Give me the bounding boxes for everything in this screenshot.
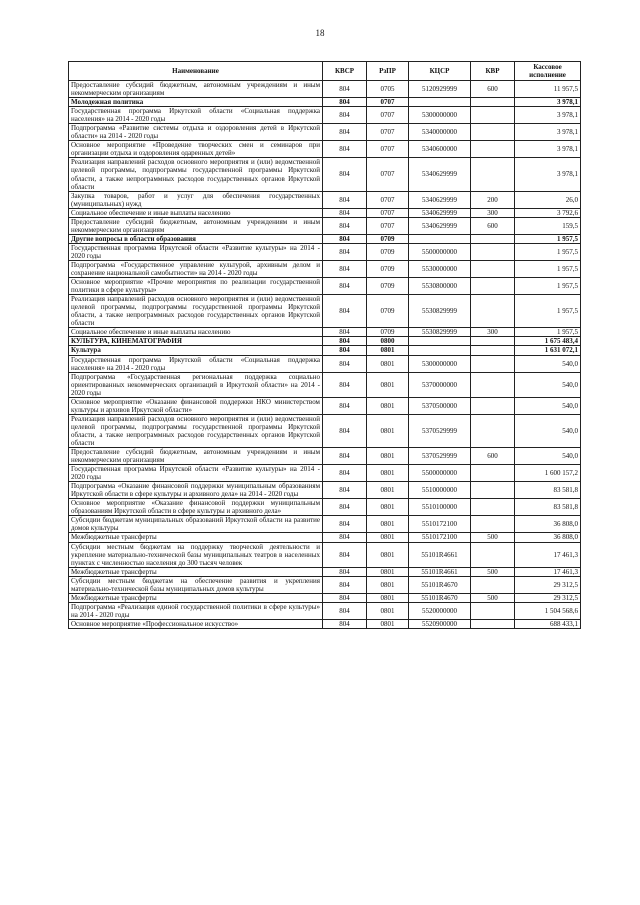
cell-kvr: 500 [471,533,515,542]
cell-kcsr [409,234,471,243]
table-row [69,372,581,397]
cell-kvsr: 804 [323,208,367,217]
cell-kcsr: 5370500000 [409,397,471,414]
cell-sum: 3 978,1 [515,107,581,124]
cell-kvr: 500 [471,593,515,602]
cell-kcsr: 5340629999 [409,217,471,234]
cell-kcsr: 5530000000 [409,260,471,277]
cell-kvr [471,295,515,328]
cell-sum: 1 957,5 [515,295,581,328]
cell-kcsr: 5340629999 [409,191,471,208]
cell-kvsr: 804 [323,191,367,208]
cell-kcsr: 5500000000 [409,465,471,482]
cell-kvsr: 804 [323,158,367,191]
cell-kvsr: 804 [323,542,367,567]
cell-sum: 29 312,5 [515,593,581,602]
cell-name: Предоставление субсидий бюджетным, автономным учреждениям и иным некоммерческим организациям [69,448,323,465]
cell-rzpr: 0801 [367,482,409,499]
page-number: 18 [315,28,325,38]
cell-sum: 17 461,3 [515,567,581,576]
header-kvsr: КВСР [323,62,367,81]
cell-name: Молодежная политика [69,98,323,107]
cell-kcsr: 5520000000 [409,602,471,619]
table-row [69,337,581,346]
cell-kvsr: 804 [323,499,367,516]
header-name: Наименование [69,62,323,81]
cell-rzpr: 0800 [367,337,409,346]
cell-sum: 36 808,0 [515,516,581,533]
cell-name: Подпрограмма «Реализация единой государственной политики в сфере культуры» на 2014 - 2020 годы [69,602,323,619]
table-row [69,234,581,243]
cell-kvr [471,414,515,447]
cell-kvr [471,542,515,567]
cell-name: Подпрограмма «Государственная региональная поддержка социально ориентированных некоммерческих организаций в Иркутской области» на 2014 - 2020 годы [69,372,323,397]
cell-rzpr: 0707 [367,158,409,191]
cell-name: Реализация направлений расходов основного мероприятия и (или) ведомственной целевой программы, подпрограммы государственной программы Иркутской области, а также непрограммных расходов государственных органов Иркутской области [69,414,323,447]
table-row [69,141,581,158]
cell-rzpr: 0801 [367,567,409,576]
cell-kvr [471,602,515,619]
cell-kvsr: 804 [323,533,367,542]
cell-kvsr: 804 [323,465,367,482]
cell-sum: 3 978,1 [515,141,581,158]
cell-kvr: 300 [471,328,515,337]
cell-rzpr: 0707 [367,107,409,124]
cell-rzpr: 0801 [367,576,409,593]
cell-kvsr: 804 [323,295,367,328]
table-row [69,414,581,447]
cell-kcsr: 5530800000 [409,278,471,295]
cell-kvr [471,482,515,499]
cell-sum: 26,0 [515,191,581,208]
cell-kcsr: 5340000000 [409,124,471,141]
cell-rzpr: 0801 [367,397,409,414]
cell-kvr [471,260,515,277]
table-row [69,98,581,107]
cell-name: Государственная программа Иркутской области «Развитие культуры» на 2014 - 2020 годы [69,465,323,482]
cell-sum: 83 581,8 [515,482,581,499]
table-row [69,260,581,277]
cell-kcsr: 5340600000 [409,141,471,158]
cell-rzpr: 0801 [367,355,409,372]
cell-rzpr: 0709 [367,234,409,243]
cell-rzpr: 0707 [367,217,409,234]
cell-sum: 3 978,1 [515,124,581,141]
cell-kvr [471,372,515,397]
cell-sum: 688 433,1 [515,619,581,628]
table-row [69,124,581,141]
table-row [69,619,581,628]
header-kvr: КВР [471,62,515,81]
cell-rzpr: 0801 [367,602,409,619]
cell-kcsr: 5300000000 [409,355,471,372]
cell-name: Культура [69,346,323,355]
cell-name: Государственная программа Иркутской области «Социальная поддержка населения» на 2014 - 2020 годы [69,355,323,372]
table-row [69,158,581,191]
cell-name: Межбюджетные трансферты [69,567,323,576]
cell-kvsr: 804 [323,602,367,619]
cell-kcsr: 55101R4670 [409,593,471,602]
cell-kvsr: 804 [323,576,367,593]
cell-kvsr: 804 [323,397,367,414]
cell-kvr [471,234,515,243]
cell-kcsr: 5370529999 [409,414,471,447]
cell-name: Основное мероприятие «Оказание финансовой поддержки муниципальным образованиям Иркутской области в сфере культуры и архивного дела» [69,499,323,516]
cell-name: Подпрограмма «Оказание финансовой поддержки муниципальным образованиям Иркутской области в сфере культуры и архивного дела» на 2014 - 2020 годы [69,482,323,499]
cell-rzpr: 0801 [367,516,409,533]
cell-sum: 1 957,5 [515,234,581,243]
cell-kvsr: 804 [323,124,367,141]
cell-kcsr: 55101R4661 [409,567,471,576]
header-sum: Кассовое исполнение [515,62,581,81]
table-row [69,81,581,98]
cell-kvsr: 804 [323,448,367,465]
table-body [69,81,581,629]
cell-sum: 3 978,1 [515,98,581,107]
cell-kcsr: 5530829999 [409,295,471,328]
cell-kvr [471,278,515,295]
cell-sum: 1 957,5 [515,260,581,277]
cell-kvr [471,355,515,372]
cell-sum: 1 675 483,4 [515,337,581,346]
cell-kvr: 600 [471,217,515,234]
cell-kvsr: 804 [323,355,367,372]
cell-sum: 3 978,1 [515,158,581,191]
cell-sum: 540,0 [515,372,581,397]
cell-rzpr: 0709 [367,260,409,277]
header-kcsr: КЦСР [409,62,471,81]
cell-rzpr: 0801 [367,533,409,542]
cell-kcsr: 5520900000 [409,619,471,628]
cell-rzpr: 0707 [367,124,409,141]
cell-rzpr: 0707 [367,98,409,107]
cell-name: Социальное обеспечение и иные выплаты населению [69,208,323,217]
cell-kvsr: 804 [323,619,367,628]
cell-rzpr: 0705 [367,81,409,98]
table-header-row [69,62,581,81]
table-row [69,448,581,465]
cell-kcsr: 5340629999 [409,158,471,191]
cell-kcsr: 5510100000 [409,499,471,516]
cell-kcsr: 55101R4670 [409,576,471,593]
cell-kvr: 200 [471,191,515,208]
cell-kvsr: 804 [323,141,367,158]
cell-name: КУЛЬТУРА, КИНЕМАТОГРАФИЯ [69,337,323,346]
cell-name: Предоставление субсидий бюджетным, автономным учреждениям и иным некоммерческим организациям [69,81,323,98]
table-row [69,107,581,124]
cell-name: Другие вопросы в области образования [69,234,323,243]
cell-name: Межбюджетные трансферты [69,533,323,542]
cell-kvsr: 804 [323,593,367,602]
cell-rzpr: 0707 [367,141,409,158]
cell-name: Межбюджетные трансферты [69,593,323,602]
cell-name: Субсидии местным бюджетам на обеспечение развития и укрепления материально-технической базы муниципальных домов культуры [69,576,323,593]
cell-kcsr: 5120929999 [409,81,471,98]
cell-rzpr: 0801 [367,448,409,465]
cell-rzpr: 0801 [367,619,409,628]
table-row [69,208,581,217]
cell-rzpr: 0801 [367,414,409,447]
cell-kcsr: 5510000000 [409,482,471,499]
cell-sum: 1 504 568,6 [515,602,581,619]
cell-rzpr: 0707 [367,191,409,208]
cell-name: Основное мероприятие «Прочие мероприятия по реализации государственной политики в сфере культуры» [69,278,323,295]
cell-kvr [471,124,515,141]
cell-kvr [471,243,515,260]
cell-kvr [471,576,515,593]
cell-name: Государственная программа Иркутской области «Социальная поддержка населения» на 2014 - 2020 годы [69,107,323,124]
cell-kvr [471,465,515,482]
cell-kcsr [409,346,471,355]
cell-kcsr: 55101R4661 [409,542,471,567]
table-row [69,328,581,337]
cell-kcsr: 5340629999 [409,208,471,217]
cell-kcsr: 5510172100 [409,533,471,542]
table-row [69,191,581,208]
cell-kvsr: 804 [323,567,367,576]
cell-kvr [471,619,515,628]
cell-kvsr: 804 [323,516,367,533]
cell-name: Основное мероприятие «Оказание финансовой поддержки НКО министерством культуры и архивов Иркутской области» [69,397,323,414]
cell-sum: 540,0 [515,448,581,465]
cell-kcsr: 5510172100 [409,516,471,533]
cell-name: Государственная программа Иркутской области «Развитие культуры» на 2014 - 2020 годы [69,243,323,260]
cell-sum: 29 312,5 [515,576,581,593]
cell-kvsr: 804 [323,217,367,234]
cell-kvr [471,516,515,533]
cell-kvsr: 804 [323,243,367,260]
cell-kvsr: 804 [323,107,367,124]
cell-sum: 540,0 [515,414,581,447]
cell-kvsr: 804 [323,372,367,397]
table-row [69,567,581,576]
cell-kcsr: 5370000000 [409,372,471,397]
cell-name: Основное мероприятие «Профессиональное искусство» [69,619,323,628]
cell-name: Субсидии бюджетам муниципальных образований Иркутской области на развитие домов культуры [69,516,323,533]
cell-kvsr: 804 [323,278,367,295]
table-row [69,295,581,328]
table-row [69,465,581,482]
cell-kvr [471,141,515,158]
cell-sum: 1 600 157,2 [515,465,581,482]
cell-sum: 1 957,5 [515,243,581,260]
cell-kvsr: 804 [323,98,367,107]
cell-sum: 3 792,6 [515,208,581,217]
cell-sum: 83 581,8 [515,499,581,516]
budget-table [68,61,581,629]
cell-kvr [471,499,515,516]
table-row [69,346,581,355]
table-row [69,397,581,414]
cell-name: Основное мероприятие «Проведение творческих смен и семинаров при организации отдыха и оздоровления одаренных детей» [69,141,323,158]
cell-kvsr: 804 [323,414,367,447]
table-row [69,602,581,619]
cell-rzpr: 0709 [367,243,409,260]
cell-kcsr: 5370529999 [409,448,471,465]
table-row [69,593,581,602]
table-row [69,278,581,295]
cell-rzpr: 0801 [367,372,409,397]
cell-sum: 540,0 [515,397,581,414]
cell-name: Подпрограмма «Развитие системы отдыха и оздоровления детей в Иркутской области» на 2014 - 2020 годы [69,124,323,141]
cell-kvsr: 804 [323,81,367,98]
table-row [69,355,581,372]
cell-kvsr: 804 [323,482,367,499]
cell-rzpr: 0709 [367,278,409,295]
cell-kvr [471,107,515,124]
cell-rzpr: 0801 [367,593,409,602]
cell-kvsr: 804 [323,328,367,337]
table-row [69,516,581,533]
cell-rzpr: 0709 [367,328,409,337]
cell-rzpr: 0801 [367,346,409,355]
cell-rzpr: 0801 [367,499,409,516]
cell-kvr: 600 [471,81,515,98]
table-row [69,499,581,516]
cell-rzpr: 0801 [367,465,409,482]
cell-name: Закупка товаров, работ и услуг для обеспечения государственных (муниципальных) нужд [69,191,323,208]
cell-sum: 1 631 072,1 [515,346,581,355]
cell-name: Подпрограмма «Государственное управление культурой, архивным делом и сохранение национальной самобытности» на 2014 - 2020 годы [69,260,323,277]
cell-sum: 1 957,5 [515,328,581,337]
cell-sum: 17 461,3 [515,542,581,567]
cell-kcsr [409,98,471,107]
cell-kvsr: 804 [323,337,367,346]
cell-sum: 159,5 [515,217,581,234]
cell-kvr [471,397,515,414]
cell-kvr [471,346,515,355]
cell-rzpr: 0707 [367,208,409,217]
table-row [69,576,581,593]
cell-rzpr: 0709 [367,295,409,328]
cell-kvr [471,158,515,191]
cell-kcsr: 5530829999 [409,328,471,337]
cell-sum: 1 957,5 [515,278,581,295]
cell-sum: 36 808,0 [515,533,581,542]
table-row [69,533,581,542]
cell-kvr: 500 [471,567,515,576]
table-row [69,542,581,567]
table-row [69,217,581,234]
cell-name: Реализация направлений расходов основного мероприятия и (или) ведомственной целевой программы, подпрограммы государственной программы Иркутской области, а также непрограммных расходов государственных органов Иркутской области [69,295,323,328]
cell-name: Реализация направлений расходов основного мероприятия и (или) ведомственной целевой программы, подпрограммы государственной программы Иркутской области, а также непрограммных расходов государственных органов Иркутской области [69,158,323,191]
cell-name: Субсидии местным бюджетам на поддержку творческой деятельности и укрепление материально-технической базы муниципальных театров в населенных пунктах с численностью населения до 300 тысяч человек [69,542,323,567]
cell-kvsr: 804 [323,234,367,243]
cell-kcsr [409,337,471,346]
cell-sum: 540,0 [515,355,581,372]
cell-name: Предоставление субсидий бюджетным, автономным учреждениям и иным некоммерческим организациям [69,217,323,234]
cell-kcsr: 5500000000 [409,243,471,260]
header-rzpr: РзПР [367,62,409,81]
cell-kcsr: 5300000000 [409,107,471,124]
cell-kvr: 300 [471,208,515,217]
cell-kvr: 600 [471,448,515,465]
cell-kvsr: 804 [323,346,367,355]
cell-kvr [471,98,515,107]
cell-name: Социальное обеспечение и иные выплаты населению [69,328,323,337]
cell-sum: 11 957,5 [515,81,581,98]
table-row [69,482,581,499]
cell-kvsr: 804 [323,260,367,277]
table-row [69,243,581,260]
cell-kvr [471,337,515,346]
cell-rzpr: 0801 [367,542,409,567]
